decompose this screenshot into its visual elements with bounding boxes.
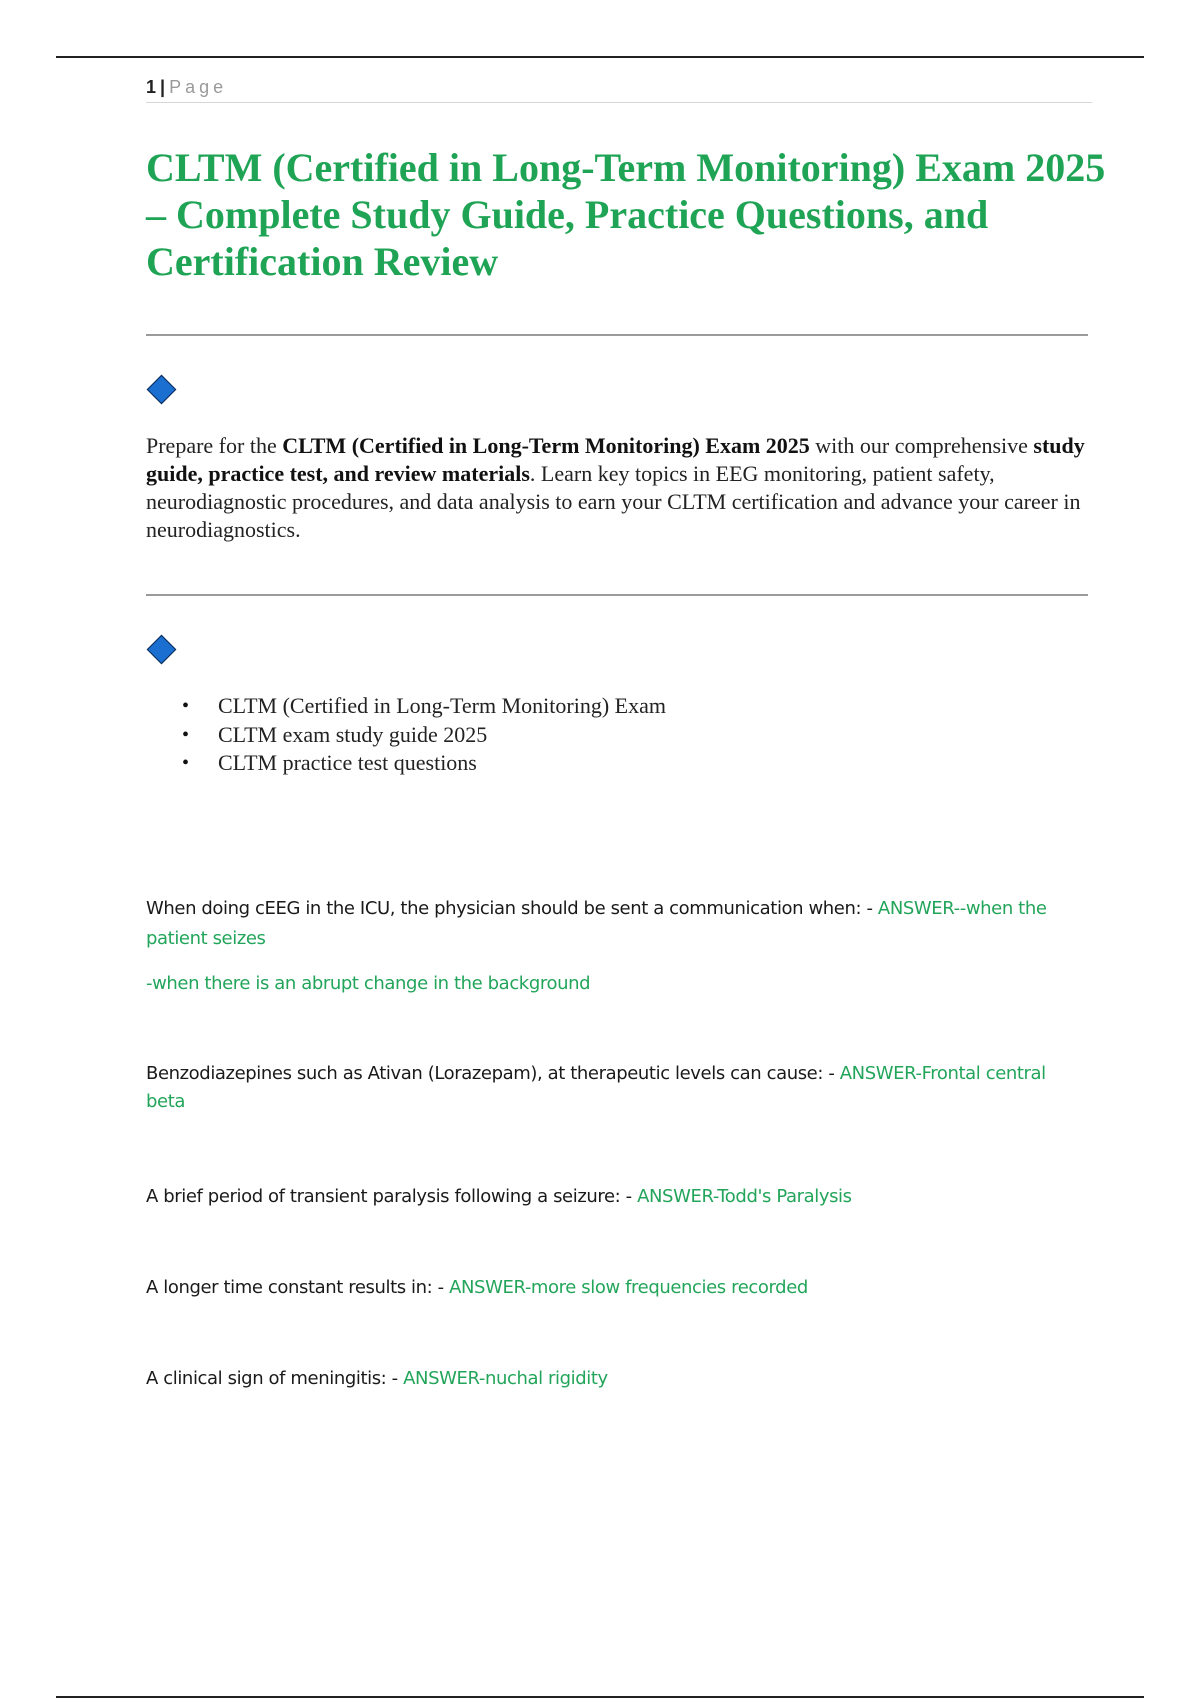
answer-text: ANSWER-nuchal rigidity (403, 1368, 608, 1389)
intro-bold-exam-name: CLTM (Certified in Long-Term Monitoring) Exam 2025 (282, 433, 810, 458)
question-text: When doing cEEG in the ICU, the physician should be sent a communication when: - (146, 898, 878, 919)
page-label: Page (169, 77, 228, 97)
question-text: A brief period of transient paralysis following a seizure: - (146, 1186, 638, 1207)
page-header (146, 74, 1092, 103)
blue-diamond-icon (147, 635, 177, 665)
page-separator: | (160, 77, 166, 97)
keyword-list (146, 692, 666, 778)
document-title: CLTM (Certified in Long-Term Monitoring) Exam 2025 – Complete Study Guide, Practice Questions, and Certification Review (146, 145, 1106, 284)
answer-text: ANSWER-more slow frequencies recorded (449, 1277, 808, 1298)
question-text: A clinical sign of meningitis: - (146, 1368, 404, 1389)
answer-text: ANSWER-Frontal central beta (146, 1063, 1046, 1112)
intro-paragraph (146, 432, 1086, 544)
qa-item-5 (146, 1364, 1086, 1394)
keyword-list-item: • CLTM (Certified in Long-Term Monitoring) Exam (146, 692, 666, 721)
answer-text: ANSWER--when the patient seizes (146, 898, 1047, 949)
page-top-rule (56, 56, 1144, 58)
intro-text-3: . Learn key topics in EEG monitoring, patient safety, neurodiagnostic procedures, and data analysis to earn your CLTM certification and advance your career in neurodiagnostics. (146, 461, 1081, 542)
intro-text-1: Prepare for the (146, 433, 283, 458)
qa-item-4 (146, 1273, 1086, 1303)
section-divider-2 (146, 594, 1088, 596)
page-bottom-rule (56, 1696, 1144, 1698)
answer-text-extra: -when there is an abrupt change in the background (146, 973, 591, 994)
qa-item-1-extra (146, 969, 1086, 999)
keyword-list-item: • CLTM exam study guide 2025 (146, 721, 666, 750)
question-text: A longer time constant results in: - (146, 1277, 450, 1298)
intro-bold-materials: study guide, practice test, and review materials (146, 433, 1085, 486)
answer-text: ANSWER-Todd's Paralysis (637, 1186, 852, 1207)
blue-diamond-icon (147, 375, 177, 405)
intro-text-2: with our comprehensive (809, 433, 1034, 458)
page-number: 1 (146, 77, 157, 97)
qa-item-2 (146, 1060, 1086, 1116)
keyword-list-item: • CLTM practice test questions (146, 749, 666, 778)
question-text: Benzodiazepines such as Ativan (Lorazepam), at therapeutic levels can cause: - (146, 1063, 840, 1084)
qa-item-1 (146, 894, 1086, 954)
qa-item-3 (146, 1182, 1086, 1212)
section-divider-1 (146, 334, 1088, 336)
